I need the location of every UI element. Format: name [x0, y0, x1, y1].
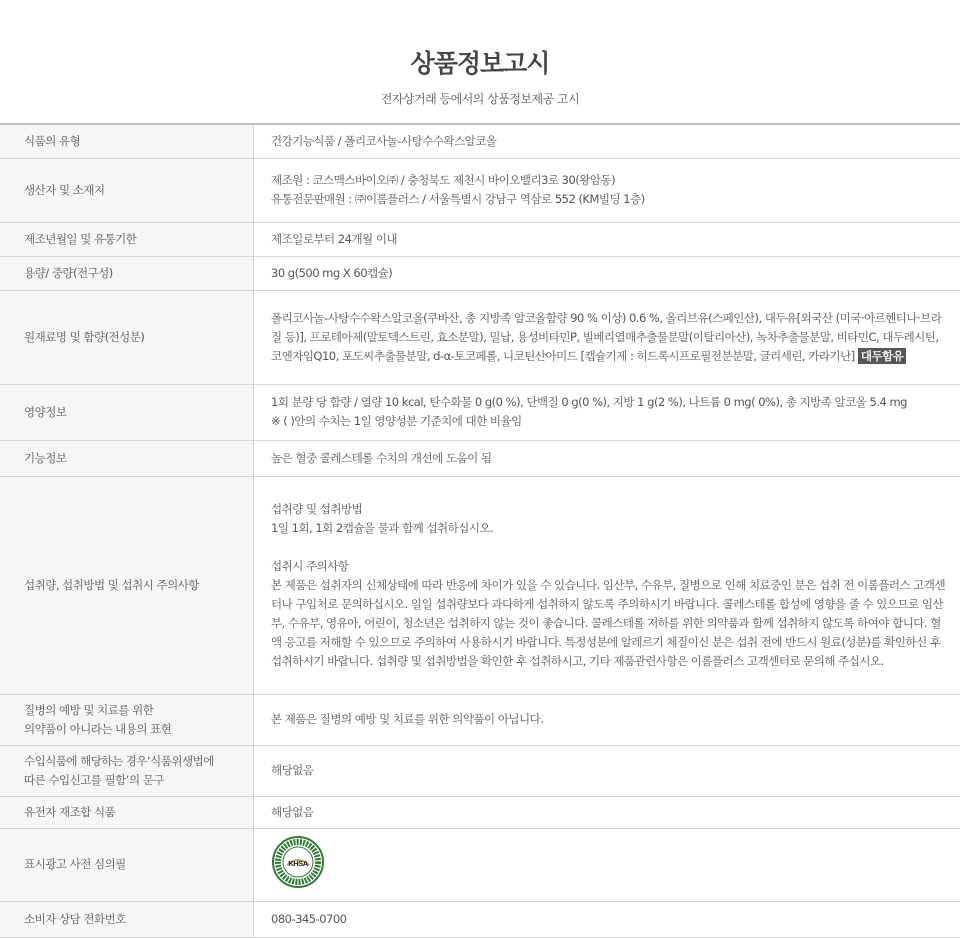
nutrition-label: 영양정보 [0, 384, 254, 440]
table-row-producer [0, 158, 960, 222]
table-row-disease [0, 694, 960, 745]
food-type-value: 건강기능식품 / 폴리코사놀-사탕수수왁스알코올 [254, 124, 960, 158]
nutrition-content: 1회 분량 당 함량 / 열량 10 kcal, 탄수화물 0 g(0 %), 단백질 0 g(0 %), 지방 1 g(2 %), 나트륨 0 mg( 0%), 총 지방족 알코올 5.4 mg [271, 393, 950, 412]
disease-label [0, 694, 254, 745]
page-title: 상품정보고시 [0, 44, 960, 80]
producer-distributor: 유통전문판매원 : ㈜이롬플러스 / 서울특별시 강남구 역삼로 552 (KM빌딩 1층) [271, 190, 950, 209]
gmo-value: 해당없음 [254, 796, 960, 828]
intake-method-text: 1일 1회, 1회 2캡슐을 물과 함께 섭취하십시오. [271, 519, 950, 538]
imported-value: 해당없음 [254, 745, 960, 796]
table-row-intake [0, 476, 960, 694]
khsa-seal-icon [271, 835, 325, 895]
imported-label-line1: 수입식품에 해당하는 경우‘식품위생법에 [24, 752, 253, 771]
disease-value: 본 제품은 질병의 예방 및 치료를 위한 의약품이 아닙니다. [254, 694, 960, 745]
producer-label: 생산자 및 소재지 [0, 158, 254, 222]
nutrition-value [254, 384, 960, 440]
table-row-gmo [0, 796, 960, 828]
product-info-table [0, 123, 960, 938]
ingredients-label: 원재료명 및 함량(전성분) [0, 290, 254, 384]
table-row-food-type [0, 124, 960, 158]
volume-value: 30 g(500 mg X 60캡슐) [254, 256, 960, 290]
disease-label-line1: 질병의 예방 및 치료를 위한 [24, 701, 253, 720]
page-subtitle: 전자상거래 등에서의 상품정보제공 고시 [0, 90, 960, 107]
nutrition-note: ※ ( )안의 수치는 1일 영양성분 기준치에 대한 비율임 [271, 412, 950, 431]
function-value: 높은 혈중 콜레스테롤 수치의 개선에 도움이 됨 [254, 440, 960, 476]
producer-value [254, 158, 960, 222]
table-row-ad-review [0, 828, 960, 901]
table-row-manufacture-date [0, 222, 960, 256]
producer-manufacturer: 제조원 : 코스맥스바이오㈜ / 충청북도 제천시 바이오밸리3로 30(왕암동) [271, 171, 950, 190]
table-row-nutrition [0, 384, 960, 440]
intake-label: 섭취량, 섭취방법 및 섭취시 주의사항 [0, 476, 254, 694]
intake-method-heading: 섭취량 및 섭취방법 [271, 500, 950, 519]
intake-caution-heading: 섭취시 주의사항 [271, 557, 950, 576]
manufacture-date-value: 제조일로부터 24개월 이내 [254, 222, 960, 256]
food-type-label: 식품의 유형 [0, 124, 254, 158]
table-row-imported [0, 745, 960, 796]
table-row-volume [0, 256, 960, 290]
consumer-phone: 080-345-0700 [254, 901, 960, 937]
soy-allergen-badge: 대두함유 [858, 348, 906, 364]
khsa-seal-text: KHSA [288, 859, 308, 868]
imported-label [0, 745, 254, 796]
intake-value [254, 476, 960, 694]
disease-label-line2: 의약품이 아니라는 내용의 표현 [24, 720, 253, 739]
ingredients-value [254, 290, 960, 384]
intake-caution-text: 본 제품은 섭취자의 신체상태에 따라 반응에 차이가 있을 수 있습니다. 임산부, 수유부, 질병으로 인해 치료중인 분은 섭취 전 이롬플러스 고객센터나 구입처로 문의하십시오. 일일 섭취량보다 과다하게 섭취하지 않도록 주의하시기 바랍니다. 콜레스테롤 합성에 영향을 줄 수 있으므로 임산부, 수유부, 영유아, 어린이, 청소년은 섭취하지 않는 것이 좋습니다. 콜레스테롤 저하를 위한 의약품과 함께 섭취하지 않도록 하여야 합니다. 혈액 응고를 저해할 수 있으므로 주의하여 사용하시기 바랍니다. 특정성분에 알레르기 체질이신 분은 섭취 전에 반드시 원료(성분)를 확인하신 후 섭취하시기 바랍니다. 섭취량 및 섭취방법을 확인한 후 섭취하시고, 기타 제품관련사항은 이롬플러스 고객센터로 문의해 주십시오. [271, 576, 950, 671]
gmo-label: 유전자 재조합 식품 [0, 796, 254, 828]
table-row-function [0, 440, 960, 476]
function-label: 기능정보 [0, 440, 254, 476]
consumer-label: 소비자 상담 전화번호 [0, 901, 254, 937]
volume-label: 용량/ 중량(전구성) [0, 256, 254, 290]
manufacture-date-label: 제조년월일 및 유통기한 [0, 222, 254, 256]
ad-review-label: 표시광고 사전 심의필 [0, 828, 254, 901]
ad-review-value [254, 828, 960, 901]
imported-label-line2: 따른 수입신고를 필함’의 문구 [24, 771, 253, 790]
intake-spacer [271, 538, 950, 557]
table-row-ingredients [0, 290, 960, 384]
page-header [0, 0, 960, 124]
table-row-consumer [0, 901, 960, 937]
ingredients-text: 폴리코사놀-사탕수수왁스알코올(쿠바산, 총 지방족 알코올함량 90 % 이상) 0.6 %, 올리브유(스페인산), 대두유[외국산 (미국·아르헨티나·브라질 등)], 프로테아제(말토덱스트린, 효소분말), 밀납, 용성비타민P, 빌베리열매추출물분말(이탈리아산), 녹차추출물분말, 비타민C, 대두레시틴, 코엔자임Q10, 포도씨추출물분말, d-α-토코페롤, 니코틴산아미드 [캡슐기제 : 히드록시프로필전분분말, 글리세린, 카라기난] [271, 311, 941, 363]
